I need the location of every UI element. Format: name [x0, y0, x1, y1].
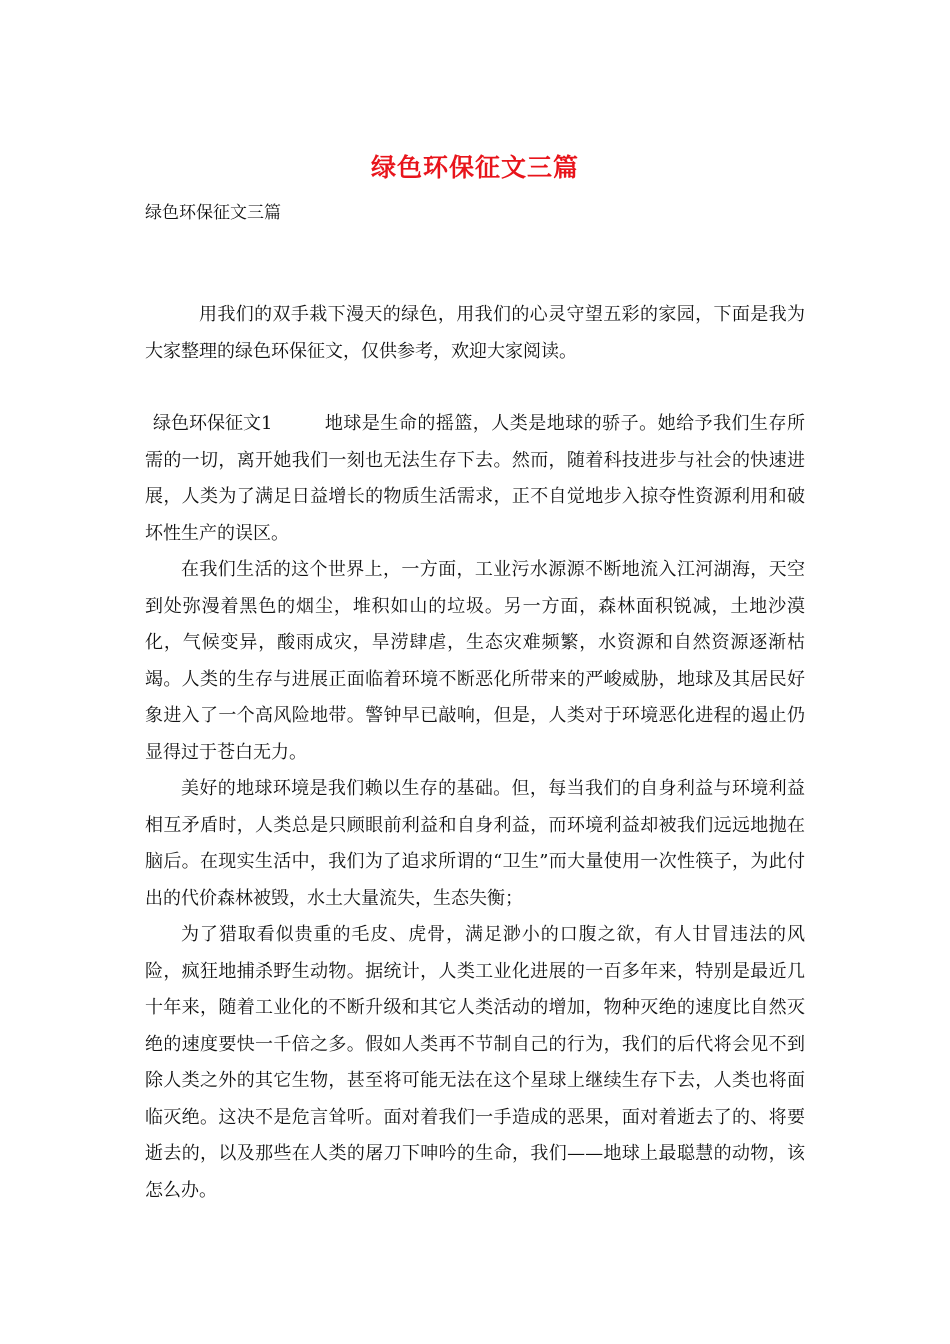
document-subtitle: 绿色环保征文三篇	[145, 203, 281, 223]
intro-paragraph: 用我们的双手栽下漫天的绿色，用我们的心灵守望五彩的家园，下面是我为大家整理的绿色环保征文，仅供参考，欢迎大家阅读。	[145, 304, 805, 362]
essay-1-paragraph-4: 为了猎取看似贵重的毛皮、虎骨，满足渺小的口腹之欲，有人甘冒违法的风险，疯狂地捕杀野生动物。据统计，人类工业化进展的一百多年来，特别是最近几十年来，随着工业化的不断升级和其它人类活动的增加，物种灭绝的速度比自然灭绝的速度要快一千倍之多。假如人类再不节制自己的行为，我们的后代将会见不到除人类之外的其它生物，甚至将可能无法在这个星球上继续生存下去，人类也将面临灭绝。这决不是危言耸听。面对着我们一手造成的恶果，面对着逝去了的、将要逝去的，以及那些在人类的屠刀下呻吟的生命，我们——地球上最聪慧的动物，该怎么办。	[145, 924, 805, 1201]
essay-1-label: 绿色环保征文1	[153, 413, 273, 434]
paragraph-spacer	[145, 370, 805, 406]
document-body	[145, 297, 805, 1209]
essay-1-paragraph-3: 美好的地球环境是我们赖以生存的基础。但，每当我们的自身利益与环境利益相互矛盾时，人类总是只顾眼前利益和自身利益，而环境利益却被我们远远地抛在脑后。在现实生活中，我们为了追求所谓的“卫生”而大量使用一次性筷子，为此付出的代价森林被毁，水土大量流失，生态失衡；	[145, 778, 805, 909]
essay-1-paragraph-1-text: 地球是生命的摇篮，人类是地球的骄子。她给予我们生存所需的一切，离开她我们一刻也无法生存下去。然而，随着科技进步与社会的快速进展，人类为了满足日益增长的物质生活需求，正不自觉地步入掠夺性资源利用和破坏性生产的误区。	[145, 413, 805, 544]
document-title: 绿色环保征文三篇	[370, 153, 579, 182]
essay-1-paragraph-2: 在我们生活的这个世界上，一方面，工业污水源源不断地流入江河湖海，天空到处弥漫着黑色的烟尘，堆积如山的垃圾。另一方面，森林面积锐减，土地沙漠化，气候变异，酸雨成灾，旱涝肆虐，生态灾难频繁，水资源和自然资源逐渐枯竭。人类的生存与进展正面临着环境不断恶化所带来的严峻威胁，地球及其居民好象进入了一个高风险地带。警钟早已敲响，但是，人类对于环境恶化进程的遏止仍显得过于苍白无力。	[145, 559, 805, 763]
essay-1-paragraph-1	[145, 406, 805, 552]
